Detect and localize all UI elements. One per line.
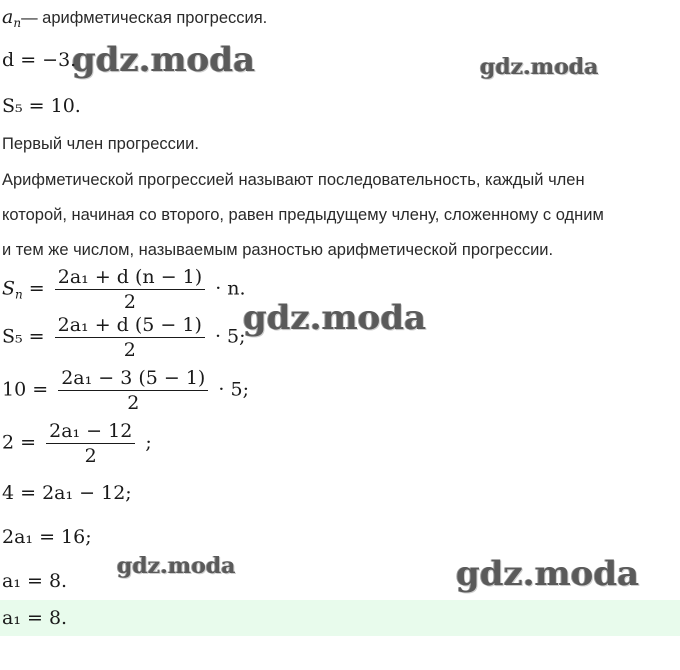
definition-line-2: которой, начиная со второго, равен предыдущему члену, сложенному с одним [2,206,604,224]
difference-value: d = −3. [2,49,77,71]
watermark-logo: gdz.moda [480,54,599,80]
equation-result: a₁ = 8. [2,570,68,592]
answer-box [0,600,680,636]
answer-text: a₁ = 8. [2,607,68,629]
sequence-statement: $a_n—$ арифметическая прогрессия. [2,6,268,30]
formula-sum-general: $S_n$ = $\frac{\text{2a₁ + d (n − 1)}}{2}$ · n. [2,266,246,313]
definition-line-3: и тем же числом, называемым разностью арифметической прогрессии. [2,241,554,259]
question-text: Первый член прогрессии. [2,135,199,153]
formula-substituted: 10 = $\frac{\text{2a₁ − 3 (5 − 1)}}{2}$ · 5; [2,367,249,414]
watermark-logo: gdz.moda [72,40,256,80]
watermark-logo: gdz.moda [117,553,236,579]
formula-simplified: 2 = $\frac{\text{2a₁ − 12}}{2}$ ; [2,420,152,467]
equation-step: 2a₁ = 16; [2,526,92,548]
definition-line-1: Арифметической прогрессией называют последовательность, каждый член [2,171,585,189]
watermark-logo: gdz.moda [456,554,640,594]
formula-sum-5: S₅ = $\frac{\text{2a₁ + d (5 − 1)}}{2}$ · 5; [2,314,246,361]
watermark-logo: gdz.moda [243,298,427,338]
equation-step: 4 = 2a₁ − 12; [2,482,132,504]
sum-value: S₅ = 10. [2,95,81,117]
